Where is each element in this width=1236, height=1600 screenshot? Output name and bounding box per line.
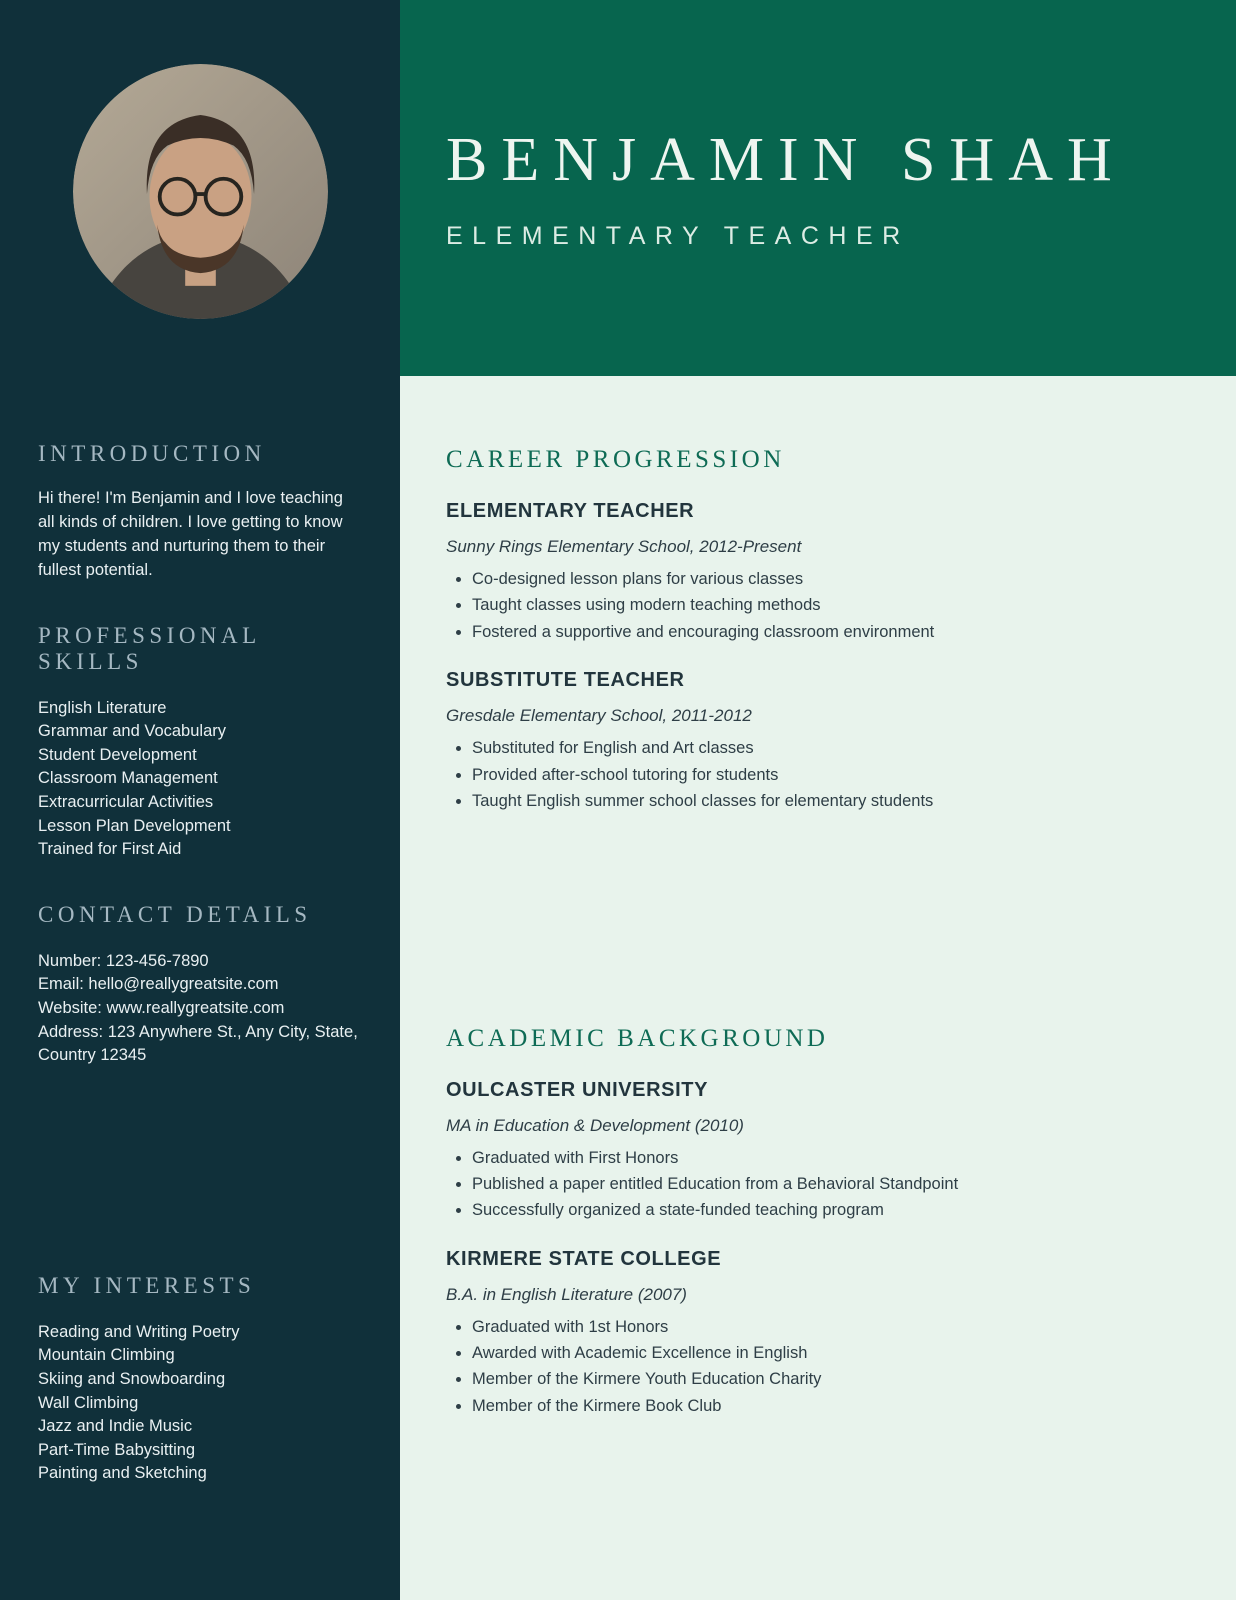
academic-entry-bullets: [446, 1317, 1166, 1418]
main-column: [400, 0, 1236, 1600]
academic-heading: ACADEMIC BACKGROUND: [446, 1024, 829, 1052]
bullet-item: • Fostered a supportive and encouraging classroom environment: [472, 622, 1166, 644]
interest-item: Reading and Writing Poetry: [38, 1322, 240, 1341]
academic-entry-subtitle: B.A. in English Literature (2007): [446, 1284, 687, 1304]
section-career-progression: [446, 446, 1166, 813]
academic-entry-title: OULCASTER UNIVERSITY: [446, 1078, 709, 1101]
bullet-item: • Successfully organized a state-funded teaching program: [472, 1200, 1166, 1222]
academic-entry: [446, 1248, 1166, 1418]
profile-photo: [73, 64, 328, 319]
interest-item: Wall Climbing: [38, 1393, 139, 1412]
career-entry-bullets: [446, 569, 1166, 643]
career-entry-title: SUBSTITUTE TEACHER: [446, 669, 685, 692]
bullet-item: • Member of the Kirmere Youth Education Charity: [472, 1369, 1166, 1391]
profile-photo-illustration: [73, 64, 328, 319]
bullet-item: • Taught classes using modern teaching methods: [472, 595, 1166, 617]
bullet-item: • Provided after-school tutoring for students: [472, 765, 1166, 787]
contact-website: Website: www.reallygreatsite.com: [38, 999, 285, 1018]
skill-item: Trained for First Aid: [38, 840, 182, 859]
career-entry-subtitle: Sunny Rings Elementary School, 2012-Present: [446, 537, 802, 556]
bullet-item: • Substituted for English and Art classes: [472, 738, 1166, 760]
career-entry: [446, 669, 1166, 812]
sidebar-section-contact: [38, 902, 362, 1068]
career-entry: [446, 500, 1166, 643]
sidebar-section-introduction: [38, 441, 362, 583]
bullet-item: • Awarded with Academic Excellence in English: [472, 1343, 1166, 1365]
person-name: BENJAMIN SHAH: [446, 126, 1126, 194]
header-banner: [400, 0, 1236, 376]
skills-heading: PROFESSIONAL SKILLS: [38, 622, 260, 674]
interest-item: Jazz and Indie Music: [38, 1417, 193, 1436]
academic-entry-title: KIRMERE STATE COLLEGE: [446, 1247, 722, 1270]
career-entry-subtitle: Gresdale Elementary School, 2011-2012: [446, 706, 752, 726]
interest-item: Part-Time Babysitting: [38, 1440, 196, 1459]
career-entry-bullets: [446, 738, 1166, 812]
skill-item: Extracurricular Activities: [38, 793, 214, 812]
bullet-item: • Taught English summer school classes for elementary students: [472, 791, 1166, 813]
skill-item: Student Development: [38, 745, 197, 764]
skill-item: Grammar and Vocabulary: [38, 722, 227, 741]
academic-entry-bullets: [446, 1148, 1166, 1222]
bullet-item: • Co-designed lesson plans for various classes: [472, 569, 1166, 591]
job-title: ELEMENTARY TEACHER: [446, 222, 910, 250]
academic-entry-subtitle: MA in Education & Development (2010): [446, 1115, 744, 1135]
career-entry-title: ELEMENTARY TEACHER: [446, 500, 695, 522]
interest-item: Skiing and Snowboarding: [38, 1370, 226, 1388]
bullet-item: • Graduated with First Honors: [472, 1148, 1166, 1170]
contact-email: Email: hello@reallygreatsite.com: [38, 975, 279, 994]
sidebar-section-interests: [38, 1273, 362, 1486]
sidebar-section-skills: [38, 623, 362, 862]
contact-list: [38, 950, 362, 1068]
career-heading: CAREER PROGRESSION: [446, 446, 785, 473]
skill-item: English Literature: [38, 698, 167, 717]
bullet-item: • Graduated with 1st Honors: [472, 1317, 1166, 1339]
interests-list: [38, 1321, 362, 1486]
skills-list: [38, 697, 362, 862]
interest-item: Mountain Climbing: [38, 1346, 175, 1365]
section-academic-background: [446, 1025, 1166, 1418]
bullet-item: • Member of the Kirmere Book Club: [472, 1396, 1166, 1418]
bullet-item: • Published a paper entitled Education from a Behavioral Standpoint: [472, 1174, 1166, 1196]
contact-phone: Number: 123-456-7890: [38, 951, 209, 970]
introduction-heading: INTRODUCTION: [38, 441, 266, 466]
interests-heading: MY INTERESTS: [38, 1272, 256, 1298]
introduction-text: Hi there! I'm Benjamin and I love teaching all kinds of children. I love getting to know my students and nurturing them to their fullest potential.: [38, 489, 343, 579]
main-content: [400, 376, 1236, 1600]
academic-entry: [446, 1079, 1166, 1222]
skill-item: Lesson Plan Development: [38, 816, 231, 835]
interest-item: Painting and Sketching: [38, 1464, 207, 1483]
contact-heading: CONTACT DETAILS: [38, 901, 312, 927]
contact-address: Address: 123 Anywhere St., Any City, State, Country 12345: [38, 1022, 358, 1065]
skill-item: Classroom Management: [38, 769, 218, 788]
sidebar: [0, 0, 400, 1600]
